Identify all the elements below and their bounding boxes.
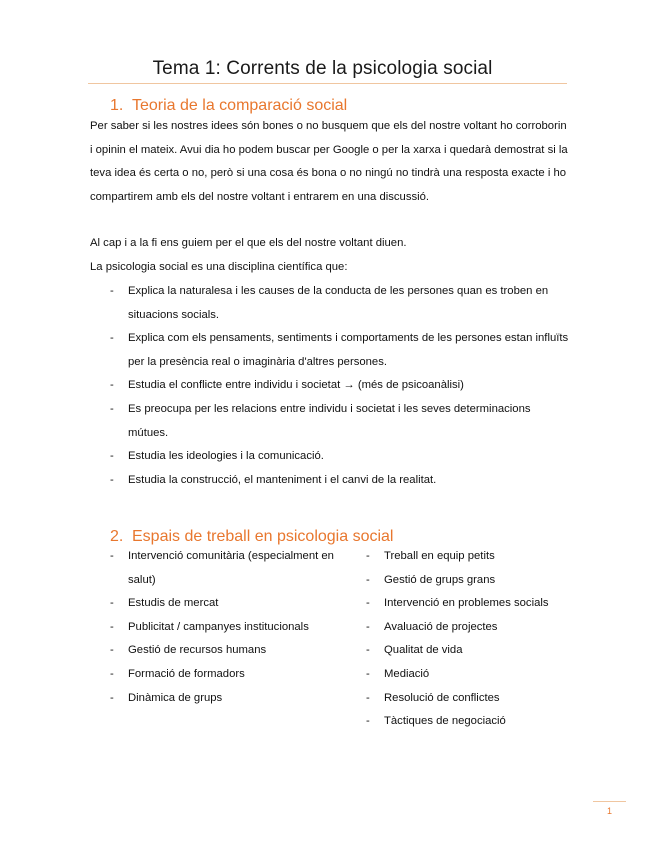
bullet-item xyxy=(90,445,570,469)
bullet-text: Explica la naturalesa i les causes de la conducta de les persones quan es troben en situacions socials. xyxy=(128,285,549,321)
section-1-bullet-list xyxy=(90,280,570,492)
list-item xyxy=(346,569,576,593)
list-item-text: Estudis de mercat xyxy=(128,597,219,610)
bullet-dash: - xyxy=(366,691,370,704)
bullet-dash: - xyxy=(110,667,114,680)
footer-rule xyxy=(593,801,626,802)
list-item-text: Publicitat / campanyes institucionals xyxy=(128,620,309,633)
document-title: Tema 1: Corrents de la psicologia social xyxy=(152,58,493,79)
list-item-text: Resolució de conflictes xyxy=(384,691,500,704)
bullet-dash: - xyxy=(110,691,114,704)
list-item-text: Avaluació de projectes xyxy=(384,620,498,633)
list-item-text: Treball en equip petits xyxy=(384,550,495,562)
bullet-dash: - xyxy=(366,667,370,680)
section-1-paragraph-1: Per saber si les nostres idees són bones o no busquem que els del nostre voltant ho corroborin i opinin el mateix. Avui dia ho podem buscar per Google o per la xarxa i quedarà demostrat si la teva idea és certa o no, però si una cosa és bona o no ningú no tindrà una resposta exacte i ho compartirem amb els del nostre voltant i entrarem en una discussió. xyxy=(90,120,568,203)
list-item xyxy=(90,663,350,687)
list-item xyxy=(346,663,576,687)
bullet-item xyxy=(90,280,570,327)
bullet-text: Estudia la construcció, el manteniment i el canvi de la realitat. xyxy=(128,473,437,486)
workspaces-right-column xyxy=(346,545,576,734)
section-2-heading xyxy=(110,528,393,546)
workspaces-left-column xyxy=(90,545,350,710)
bullet-dash: - xyxy=(110,379,114,392)
section-2-number: 2. xyxy=(110,528,124,545)
list-item xyxy=(90,545,350,592)
list-item xyxy=(346,687,576,711)
list-item xyxy=(90,616,350,640)
list-item xyxy=(346,545,576,569)
bullet-item xyxy=(90,327,570,374)
bullet-text: Es preocupa per les relacions entre individu i societat i les seves determinacions mútues. xyxy=(128,402,531,439)
section-2-heading-text: Espais de treball en psicologia social xyxy=(132,528,394,545)
list-item-text: Formació de formadors xyxy=(128,667,245,680)
bullet-dash: - xyxy=(110,473,114,486)
section-1-heading-text: Teoria de la comparació social xyxy=(132,97,348,114)
list-item xyxy=(346,592,576,616)
bullet-dash: - xyxy=(366,573,370,586)
list-item-text: Intervenció comunitària (especialment en salut) xyxy=(128,550,334,586)
section-1-paragraph-3: La psicologia social es una disciplina científica que: xyxy=(90,261,348,273)
bullet-dash: - xyxy=(366,597,370,610)
list-item-text: Tàctiques de negociació xyxy=(384,715,506,728)
section-1-paragraph-2: Al cap i a la fi ens guiem per el que els del nostre voltant diuen. xyxy=(90,237,407,249)
bullet-dash: - xyxy=(366,550,370,562)
bullet-dash: - xyxy=(366,644,370,657)
list-item xyxy=(346,616,576,640)
bullet-text: Estudia el conflicte entre individu i societat → (més de psicoanàlisi) xyxy=(128,379,464,392)
bullet-dash: - xyxy=(110,644,114,657)
list-item xyxy=(90,592,350,616)
bullet-dash: - xyxy=(110,620,114,633)
bullet-dash: - xyxy=(110,450,114,463)
bullet-dash: - xyxy=(366,620,370,633)
list-item xyxy=(346,710,576,734)
bullet-dash: - xyxy=(110,550,114,562)
list-item-text: Mediació xyxy=(384,667,430,680)
list-item xyxy=(90,639,350,663)
list-item-text: Gestió de grups grans xyxy=(384,573,496,586)
bullet-dash: - xyxy=(110,402,114,415)
bullet-dash: - xyxy=(366,715,370,728)
bullet-item xyxy=(90,469,570,493)
list-item xyxy=(346,639,576,663)
page-number: 1 xyxy=(606,806,612,816)
bullet-dash: - xyxy=(110,597,114,610)
bullet-item xyxy=(90,398,570,445)
list-item-text: Intervenció en problemes socials xyxy=(384,597,549,610)
list-item-text: Qualitat de vida xyxy=(384,644,463,657)
bullet-text: Estudia les ideologies i la comunicació. xyxy=(128,450,324,463)
list-item-text: Gestió de recursos humans xyxy=(128,644,267,657)
list-item xyxy=(90,687,350,711)
bullet-dash: - xyxy=(110,332,114,345)
bullet-dash: - xyxy=(110,285,114,297)
list-item-text: Dinàmica de grups xyxy=(128,691,223,704)
bullet-item xyxy=(90,374,570,398)
section-1-number: 1. xyxy=(110,97,124,114)
bullet-text: Explica com els pensaments, sentiments i comportaments de les persones estan influïts per la presència real o imaginària d'altres persones. xyxy=(128,332,569,368)
title-underline xyxy=(88,83,567,84)
section-1-heading xyxy=(110,97,347,115)
